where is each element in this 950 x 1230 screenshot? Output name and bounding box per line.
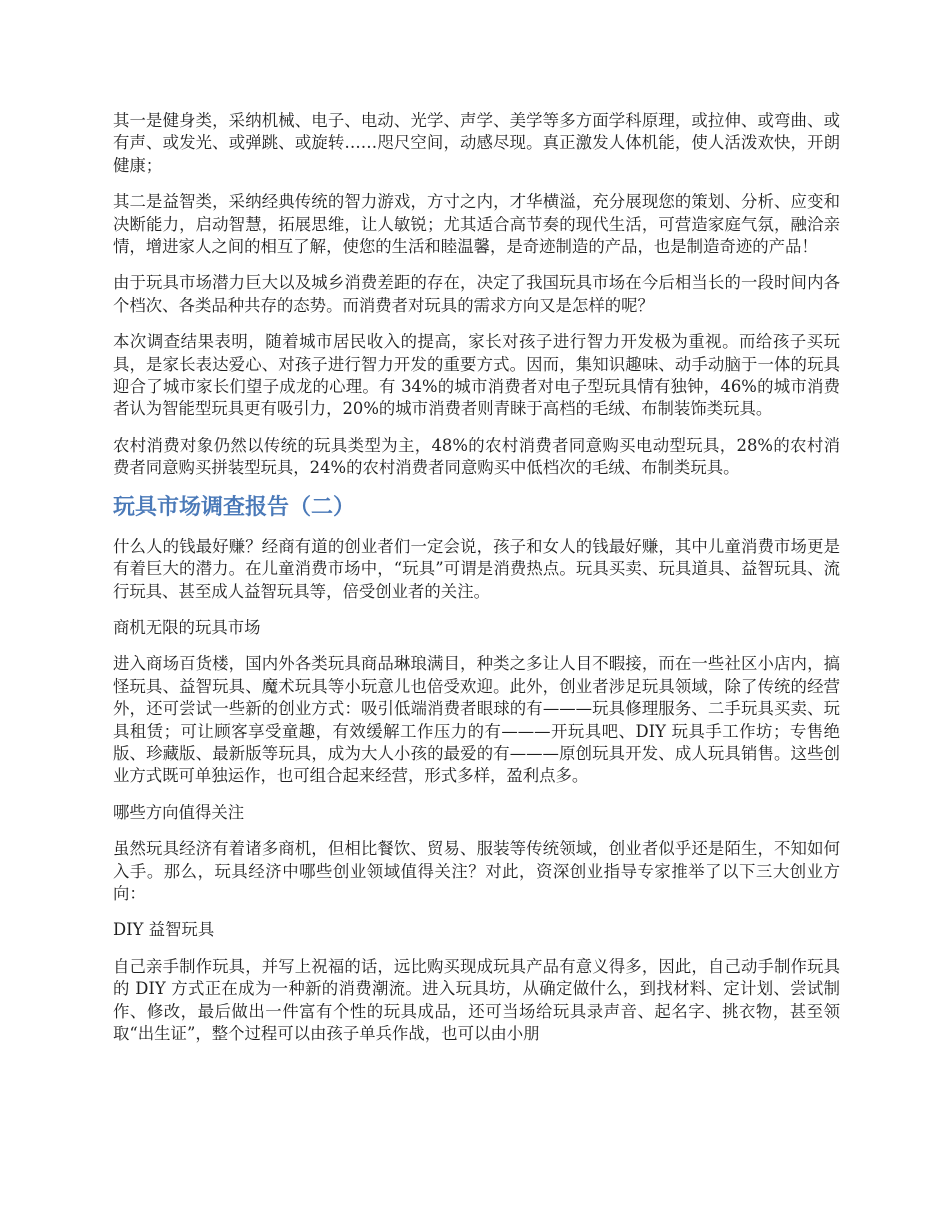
paragraph-directions: 虽然玩具经济有着诸多商机，但相比餐饮、贸易、服装等传统领域，创业者似乎还是陌生，不知如何入手。那么，玩具经济中哪些创业领域值得关注？对此，资深创业指导专家推举了以下三大创业方向：	[113, 839, 840, 903]
paragraph-rural-survey: 农村消费对象仍然以传统的玩具类型为主，48%的农村消费者同意购买电动型玩具，28%的农村消费者同意购买拼装型玩具，24%的农村消费者同意购买中低档次的毛绒、布制类玩具。	[113, 435, 840, 478]
paragraph-puzzle-toys: 其二是益智类，采纳经典传统的智力游戏，方寸之内，才华横溢，充分展现您的策划、分析、应变和决断能力，启动智慧，拓展思维，让人敏锐；尤其适合高节奏的现代生活，可营造家庭气氛，融洽亲情，增进家人之间的相互了解，使您的生活和睦温馨，是奇迹制造的产品，也是制造奇迹的产品！	[113, 192, 840, 257]
document-page	[113, 110, 840, 1059]
paragraph-diy: 自己亲手制作玩具，并写上祝福的话，远比购买现成玩具产品有意义得多，因此，自己动手制作玩具的 DIY 方式正在成为一种新的消费潮流。进入玩具坊，从确定做什么，到找材料、定计划、尝试制作、修改，最后做出一件富有个性的玩具成品，还可当场给玩具录声音、起名字、挑衣物，甚至领取“出生证”，整个过程可以由孩子单兵作战，也可以由小朋	[113, 956, 840, 1043]
subheading-diy: DIY 益智玩具	[113, 920, 215, 940]
subheading-directions: 哪些方向值得关注	[113, 802, 245, 822]
paragraph-fitness-toys: 其一是健身类，采纳机械、电子、电动、光学、声学、美学等多方面学科原理，或拉伸、或弯曲、或有声、或发光、或弹跳、或旋转……咫尺空间，动感尽现。真正激发人体机能，使人活泼欢快，开朗健康；	[113, 111, 840, 175]
paragraph-market-potential: 由于玩具市场潜力巨大以及城乡消费差距的存在，决定了我国玩具市场在今后相当长的一段时间内各个档次、各类品种共存的态势。而消费者对玩具的需求方向又是怎样的呢？	[113, 273, 840, 315]
paragraph-business-modes: 进入商场百货楼，国内外各类玩具商品琳琅满目，种类之多让人目不暇接，而在一些社区小店内，搞怪玩具、益智玩具、魔术玩具等小玩意儿也倍受欢迎。此外，创业者涉足玩具领域，除了传统的经营外，还可尝试一些新的创业方式：吸引低端消费者眼球的有———玩具修理服务、二手玩具买卖、玩具租赁；可让顾客享受童趣，有效缓解工作压力的有———开玩具吧、DIY 玩具手工作坊；专售绝版、珍藏版、最新版等玩具，成为大人小孩的最爱的有———原创玩具开发、成人玩具销售。这些创业方式既可单独运作，也可组合起来经营，形式多样，盈利点多。	[113, 654, 840, 786]
paragraph-intro: 什么人的钱最好赚？经商有道的创业者们一定会说，孩子和女人的钱最好赚，其中儿童消费市场更是有着巨大的潜力。在儿童消费市场中，“玩具”可谓是消费热点。玩具买卖、玩具道具、益智玩具、流行玩具、甚至成人益智玩具等，倍受创业者的关注。	[113, 536, 840, 601]
section-heading: 玩具市场调查报告（二）	[113, 494, 356, 520]
paragraph-urban-survey: 本次调查结果表明，随着城市居民收入的提高，家长对孩子进行智力开发极为重视。而给孩子买玩具，是家长表达爱心、对孩子进行智力开发的重要方式。因而，集知识趣味、动手动脑于一体的玩具迎合了城市家长们望子成龙的心理。有 34%的城市消费者对电子型玩具情有独钟，46%的城市消费者认为智能型玩具更有吸引力，20%的城市消费者则青睐于高档的毛绒、布制装饰类玩具。	[113, 332, 840, 419]
subheading-market: 商机无限的玩具市场	[113, 617, 261, 637]
